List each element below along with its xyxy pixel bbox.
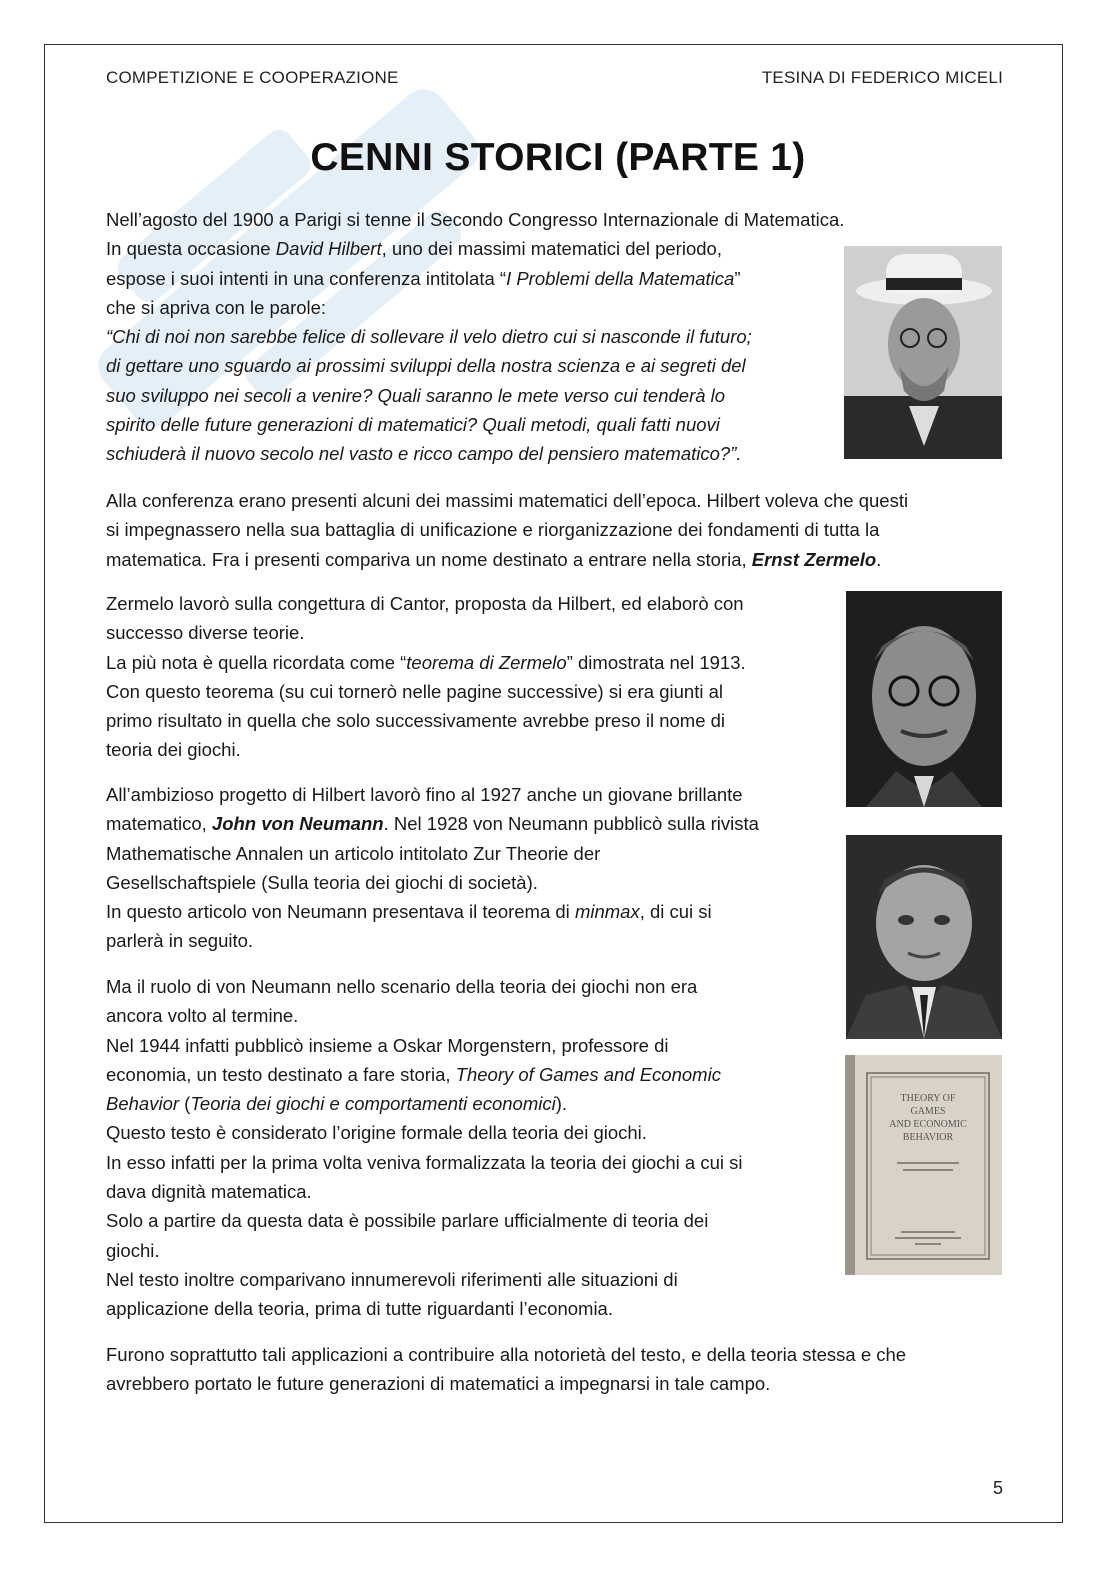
text-line: Nel 1944 infatti pubblicò insieme a Oskar Morgenstern, professore di — [106, 1034, 669, 1056]
text-line: ancora volto al termine. — [106, 1005, 299, 1027]
text-line: economia, un testo destinato a fare storia, Theory of Games and Economic — [106, 1063, 721, 1085]
text-line: Behavior (Teoria dei giochi e comportamenti economici). — [106, 1093, 568, 1115]
quote-line: “Chi di noi non sarebbe felice di sollevare il velo dietro cui si nasconde il futuro; — [106, 326, 752, 348]
text-line: Gesellschaftspiele (Sulla teoria dei giochi di società). — [106, 871, 538, 893]
name-zermelo: Ernst Zermelo — [751, 548, 877, 570]
text-line: matematica. Fra i presenti compariva un nome destinato a entrare nella storia, Ernst Zermelo. — [106, 548, 882, 570]
text-line: matematico, John von Neumann. Nel 1928 von Neumann pubblicò sulla rivista — [106, 813, 759, 835]
theorem-name: teorema di Zermelo — [406, 651, 567, 673]
page-title: CENNI STORICI (PARTE 1) — [310, 136, 806, 179]
paragraph-von-neumann — [106, 780, 759, 956]
text-line: Questo testo è considerato l’origine formale della teoria dei giochi. — [106, 1122, 647, 1144]
text-line: Nell’agosto del 1900 a Parigi si tenne il Secondo Congresso Internazionale di Matematica. — [106, 209, 845, 230]
book-title-italian: Teoria dei giochi e comportamenti economici — [190, 1093, 556, 1115]
quote-line: di gettare uno sguardo ai prossimi sviluppi della nostra scienza e ai segreti del — [106, 355, 746, 377]
photo-hilbert — [844, 246, 1002, 459]
minmax-term: minmax — [574, 901, 640, 923]
text-line: primo risultato in quella che solo successivamente avrebbe preso il nome di — [106, 710, 726, 732]
paragraph-morgenstern — [106, 972, 743, 1324]
paragraph-zermelo — [106, 589, 746, 765]
quote-line: schiuderà il nuovo secolo nel vasto e ricco campo del pensiero matematico?”. — [106, 443, 742, 465]
text-line: In questa occasione David Hilbert, uno dei massimi matematici del periodo, — [106, 238, 722, 260]
header-right: TESINA DI FEDERICO MICELI — [761, 68, 1003, 87]
photo-zermelo — [846, 591, 1002, 807]
photo-book-cover — [845, 1055, 1002, 1275]
text-line: parlerà in seguito. — [106, 930, 254, 952]
quote-line: suo sviluppo nei secoli a venire? Quali saranno le mete verso cui tenderà lo — [106, 384, 726, 406]
text-line: Ma il ruolo di von Neumann nello scenario della teoria dei giochi non era — [106, 976, 698, 997]
page-number: 5 — [992, 1478, 1003, 1498]
text-line: Zermelo lavorò sulla congettura di Cantor, proposta da Hilbert, ed elaborò con — [106, 593, 744, 614]
paragraph-conference — [106, 486, 908, 574]
text-line: si impegnassero nella sua battaglia di unificazione e riorganizzazione dei fondamenti di tutta la — [106, 519, 880, 541]
text-line: Nel testo inoltre comparivano innumerevoli riferimenti alle situazioni di — [106, 1268, 678, 1290]
book-title-line: GAMES — [910, 1106, 946, 1117]
text-line: In questo articolo von Neumann presentava il teorema di minmax, di cui si — [106, 901, 712, 923]
intro-paragraph — [106, 205, 844, 469]
book-title-line: BEHAVIOR — [902, 1132, 954, 1143]
text-line: dava dignità matematica. — [106, 1181, 312, 1203]
text-line: Furono soprattutto tali applicazioni a contribuire alla notorietà del testo, e della teoria stessa e che — [106, 1344, 907, 1365]
name-hilbert: David Hilbert — [275, 238, 382, 260]
conference-title: I Problemi della Matematica — [506, 267, 735, 289]
text-line: La più nota è quella ricordata come “teorema di Zermelo” dimostrata nel 1913. — [106, 651, 746, 673]
text-line: In esso infatti per la prima volta veniva formalizzata la teoria dei giochi a cui si — [106, 1151, 743, 1173]
text-line: Mathematische Annalen un articolo intitolato Zur Theorie der — [106, 842, 601, 864]
header-left: COMPETIZIONE E COOPERAZIONE — [106, 68, 399, 87]
book-title-line: THEORY OF — [900, 1093, 956, 1104]
paragraph-conclusion — [106, 1340, 906, 1399]
text-line: espose i suoi intenti in una conferenza intitolata “I Problemi della Matematica” — [106, 267, 741, 289]
text-line: avrebbero portato le future generazioni di matematici a impegnarsi in tale campo. — [106, 1373, 771, 1395]
text-line: applicazione della teoria, prima di tutte riguardanti l’economia. — [106, 1298, 613, 1320]
text-line: Solo a partire da questa data è possibile parlare ufficialmente di teoria dei — [106, 1210, 709, 1232]
quote-line: spirito delle future generazioni di matematici? Quali metodi, quali fatti nuovi — [106, 414, 720, 436]
text-line: che si apriva con le parole: — [106, 296, 327, 318]
book-title-line: AND ECONOMIC — [889, 1119, 967, 1130]
text-line: Con questo teorema (su cui tornerò nelle pagine successive) si era giunti al — [106, 680, 723, 702]
text-line: successo diverse teorie. — [106, 622, 305, 644]
text-line: teoria dei giochi. — [106, 739, 241, 761]
text-line: giochi. — [106, 1239, 160, 1261]
text-line: All’ambizioso progetto di Hilbert lavorò fino al 1927 anche un giovane brillante — [106, 784, 743, 805]
name-von-neumann: John von Neumann — [211, 813, 384, 835]
text-line: Alla conferenza erano presenti alcuni dei massimi matematici dell’epoca. Hilbert voleva che questi — [106, 490, 909, 511]
book-title: Theory of Games and Economic — [455, 1063, 721, 1085]
photo-von-neumann — [846, 835, 1002, 1039]
